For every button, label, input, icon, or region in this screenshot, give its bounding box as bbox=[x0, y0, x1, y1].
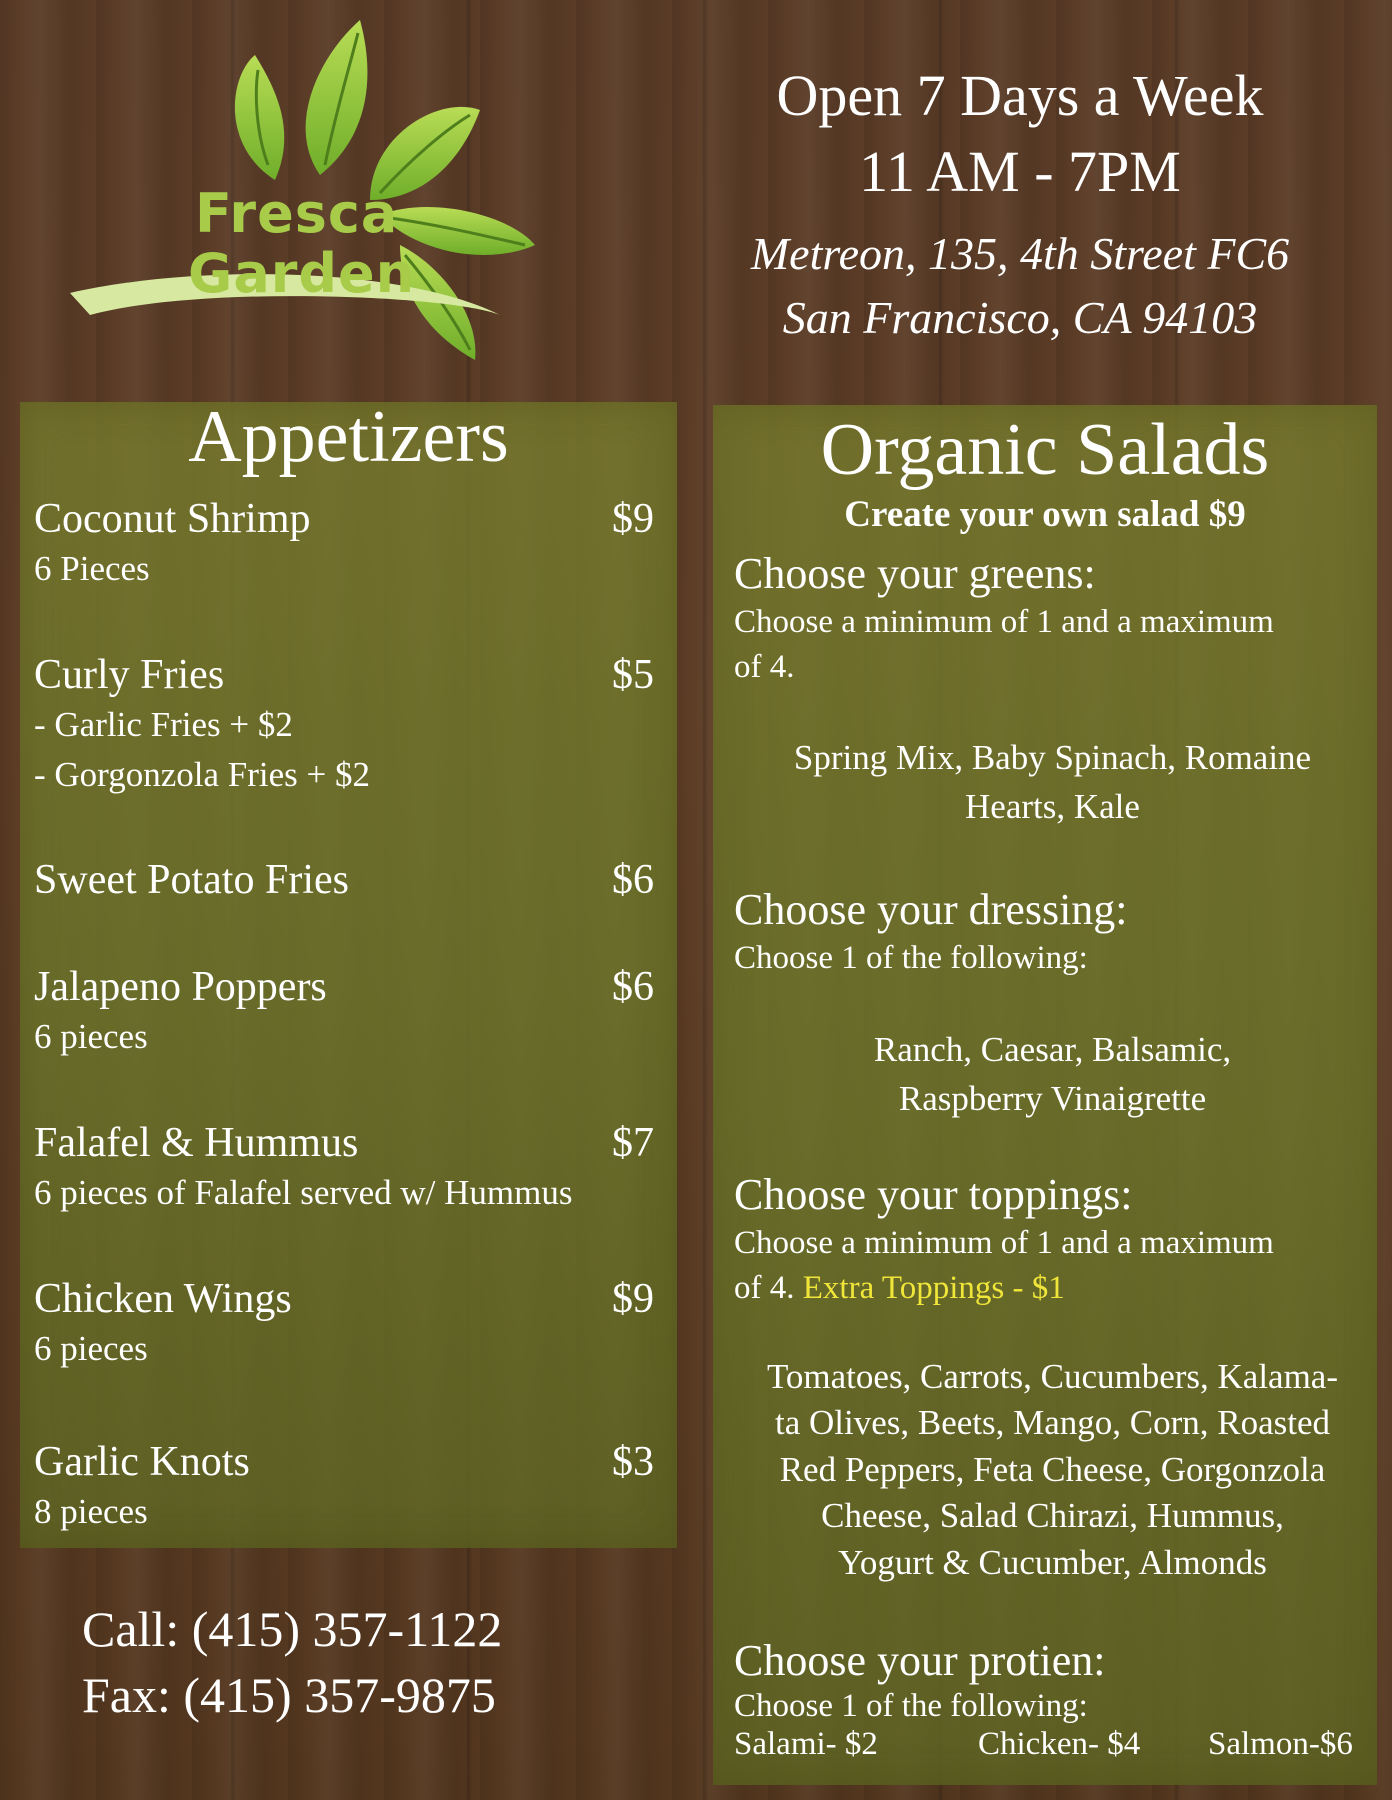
item-desc: - Garlic Fries + $2 bbox=[34, 705, 293, 744]
toppings-heading: Choose your toppings: bbox=[734, 1170, 1133, 1219]
greens-desc: of 4. bbox=[734, 649, 795, 685]
item-desc: 6 pieces bbox=[34, 1017, 148, 1056]
item-desc: 6 pieces of Falafel served w/ Hummus bbox=[34, 1173, 573, 1212]
item-price: $9 bbox=[612, 496, 654, 542]
item-name: Jalapeno Poppers bbox=[34, 964, 327, 1010]
dressing-list: Ranch, Caesar, Balsamic, bbox=[873, 1030, 1232, 1069]
item-desc: 6 pieces bbox=[34, 1329, 148, 1368]
address-line2: San Francisco, CA 94103 bbox=[782, 292, 1258, 343]
dressing-heading: Choose your dressing: bbox=[734, 885, 1128, 934]
greens-desc: Choose a minimum of 1 and a maximum bbox=[734, 604, 1274, 640]
item-name: Falafel & Hummus bbox=[34, 1120, 359, 1166]
menu-item bbox=[34, 855, 654, 905]
appetizers-title: Appetizers bbox=[188, 396, 509, 478]
item-price: $7 bbox=[612, 1120, 654, 1166]
greens-list: Spring Mix, Baby Spinach, Romaine bbox=[793, 738, 1312, 777]
menu-item bbox=[34, 1118, 674, 1218]
salads-subtitle: Create your own salad $9 bbox=[844, 494, 1246, 535]
toppings-desc-end: of 4. bbox=[734, 1270, 795, 1306]
item-price: $9 bbox=[612, 1276, 654, 1322]
item-name: Coconut Shrimp bbox=[34, 496, 311, 542]
open-days: Open 7 Days a Week bbox=[776, 63, 1264, 128]
greens-list: Hearts, Kale bbox=[965, 787, 1140, 826]
logo bbox=[70, 15, 580, 380]
menu-item bbox=[34, 962, 654, 1062]
address-line1: Metreon, 135, 4th Street FC6 bbox=[750, 228, 1290, 279]
item-desc: - Gorgonzola Fries + $2 bbox=[34, 755, 370, 794]
protein-heading: Choose your protien: bbox=[734, 1636, 1106, 1685]
toppings-list: Red Peppers, Feta Cheese, Gorgonzola bbox=[779, 1450, 1326, 1489]
greens-heading: Choose your greens: bbox=[734, 549, 1096, 598]
item-name: Garlic Knots bbox=[34, 1439, 250, 1485]
toppings-desc bbox=[734, 1266, 1374, 1311]
toppings-list: ta Olives, Beets, Mango, Corn, Roasted bbox=[774, 1403, 1331, 1442]
item-name: Sweet Potato Fries bbox=[34, 857, 349, 903]
extra-toppings-note: Extra Toppings - $1 bbox=[802, 1270, 1065, 1306]
protein-option-chicken: Chicken- $4 bbox=[978, 1726, 1141, 1762]
toppings-list: Tomatoes, Carrots, Cucumbers, Kalama- bbox=[766, 1357, 1338, 1396]
menu-item bbox=[34, 1437, 654, 1537]
phone-number: Call: (415) 357-1122 bbox=[82, 1601, 503, 1657]
item-price: $6 bbox=[612, 857, 654, 903]
menu-item bbox=[34, 494, 654, 594]
item-name: Curly Fries bbox=[34, 652, 225, 698]
item-price: $3 bbox=[612, 1439, 654, 1485]
protein-option-salami: Salami- $2 bbox=[734, 1726, 878, 1762]
brand-name-line1: Fresca bbox=[195, 182, 399, 245]
item-price: $6 bbox=[612, 964, 654, 1010]
dressing-desc: Choose 1 of the following: bbox=[734, 940, 1088, 976]
toppings-list: Cheese, Salad Chirazi, Hummus, bbox=[821, 1496, 1284, 1535]
brand-name-line2: Garden bbox=[188, 242, 416, 305]
toppings-list: Yogurt & Cucumber, Almonds bbox=[838, 1543, 1267, 1582]
menu-item bbox=[34, 1274, 654, 1374]
item-desc: 6 Pieces bbox=[34, 549, 150, 588]
item-name: Chicken Wings bbox=[34, 1276, 292, 1322]
item-desc: 8 pieces bbox=[34, 1492, 148, 1531]
open-hours: 11 AM - 7PM bbox=[859, 139, 1181, 204]
toppings-desc: Choose a minimum of 1 and a maximum bbox=[734, 1225, 1274, 1261]
item-price: $5 bbox=[612, 652, 654, 698]
salads-title: Organic Salads bbox=[820, 409, 1270, 491]
protein-option-salmon: Salmon-$6 bbox=[1208, 1726, 1353, 1762]
dressing-list: Raspberry Vinaigrette bbox=[898, 1079, 1207, 1118]
menu-item bbox=[34, 650, 654, 800]
fax-number: Fax: (415) 357-9875 bbox=[82, 1667, 496, 1723]
protein-desc: Choose 1 of the following: bbox=[734, 1688, 1088, 1724]
